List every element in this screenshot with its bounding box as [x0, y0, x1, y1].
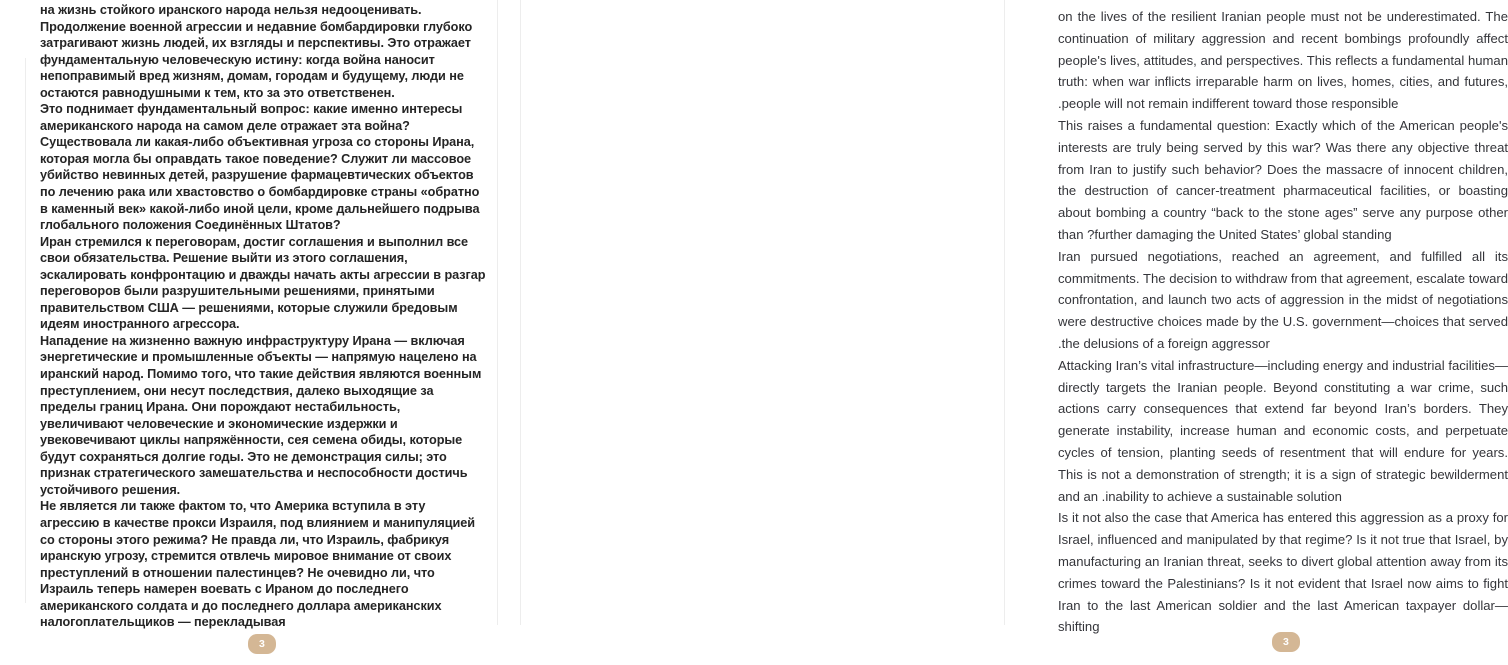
translated-page-sheet: [520, 0, 1005, 625]
translated-paragraph: Is it not also the case that America has entered this aggression as a proxy for Israel, influenced and manipulated by that regime? Is it not true that Israel, by manufacturing an Iranian threat, seeks to divert global attention away from its crimes toward the Palestinians? Is it not evident that Israel now aims to fight Iran to the last American soldier and the last American taxpayer dollar—shifting: [1058, 510, 1508, 635]
source-page-panel: [0, 0, 512, 665]
source-paragraph: Не является ли также фактом то, что Америка вступила в эту агрессию в качестве прокси Израиля, под влиянием и манипуляцией со стороны этого режима? Не правда ли, что Израиль, фабрикуя иранскую угрозу, стремится отвлечь мировое внимание от своих преступлений в отношении палестинцев? Не очевидно ли, что Израиль теперь намерен воевать с Ираном до последнего американского солдата и до последнего доллара американских налогоплательщиков — перекладывая: [40, 499, 476, 630]
source-paragraph: Это поднимает фундаментальный вопрос: какие именно интересы американского народа на самом деле отражает эта война? Существовала ли какая-либо объективная угроза со стороны Ирана, которая могла бы оправдать такое поведение? Служит ли массовое убийство невинных детей, разрушение фармацевтических объектов по лечению рака или хвастовство о бомбардировке страны «обратно в каменный век» какой-либо иной цели, кроме дальнейшего подрыва глобального положения Соединённых Штатов?: [40, 102, 480, 233]
source-page-text: [40, 2, 486, 631]
translated-paragraph: Iran pursued negotiations, reached an agreement, and fulfilled all its commitments. The decision to withdraw from that agreement, escalate toward confrontation, and launch two acts of aggression in the midst of negotiations were destructive choices made by the U.S. government—choices that served .the delusions of a foreign aggressor: [1058, 248, 1508, 351]
translated-paragraph: This raises a fundamental question: Exactly which of the American people's interests are truly being served by this war? Was there any objective threat from Iran to justify such behavior? Does the massacre of innocent children, the destruction of cancer-treatment pharmaceutical facilities, or boasting about bombing a country “back to the stone ages” serve any purpose other than ?further damaging the United States’ global standing: [1058, 117, 1508, 242]
source-paragraph: на жизнь стойкого иранского народа нельзя недооценивать. Продолжение военной агрессии и недавние бомбардировки глубоко затрагивают жизнь людей, их взгляды и перспективы. Это отражает фундаментальную человеческую истину: когда война наносит непоправимый вред жизням, домам, городам и будущему, люди не остаются равнодушными к тем, кто за это ответственен.: [40, 3, 473, 100]
translated-paragraph: on the lives of the resilient Iranian people must not be underestimated. The continuation of military aggression and recent bombings profoundly affect people's lives, attitudes, and perspectives. This reflects a fundamental human truth: when war inflicts irreparable harm on lives, homes, cities, and futures, .people will not remain indifferent toward those responsible: [1058, 9, 1508, 112]
source-paragraph: Иран стремился к переговорам, достиг соглашения и выполнил все свои обязательства. Решение выйти из этого соглашения, эскалировать конфронтацию и дважды начать акты агрессии в разгар переговоров были разрушительными решениями, принятыми правительством США — решениями, которые служили бредовым идеям иностранного агрессора.: [40, 234, 486, 332]
source-page-number-badge: 3: [248, 634, 276, 654]
translated-page-text: [1058, 6, 1508, 638]
translated-paragraph: Attacking Iran’s vital infrastructure—including energy and industrial facilities—directly targets the Iranian people. Beyond constituting a war crime, such actions carry consequences that extend far beyond Iran’s borders. They generate instability, increase human and economic costs, and perpetuate cycles of tension, planting seeds of resentment that will endure for years. This is not a demonstration of strength; it is a sign of strategic bewilderment and an .inability to achieve a sustainable solution: [1058, 357, 1508, 504]
source-paragraph: Нападение на жизненно важную инфраструктуру Ирана — включая энергетические и промышленные объекты — напрямую нацелено на иранский народ. Помимо того, что такие действия являются военным преступлением, они несут последствия, далеко выходящие за пределы границ Ирана. Они порождают нестабильность, увеличивают человеческие и экономические издержки и увековечивают циклы напряжённости, сея семена обиды, которые будут сохраняться долгие годы. Это не демонстрация силы; это признак стратегического замешательства и неспособности достичь устойчивого решения.: [40, 333, 482, 497]
translated-page-panel: [512, 0, 1508, 665]
translated-page-number-badge: 3: [1272, 632, 1300, 652]
